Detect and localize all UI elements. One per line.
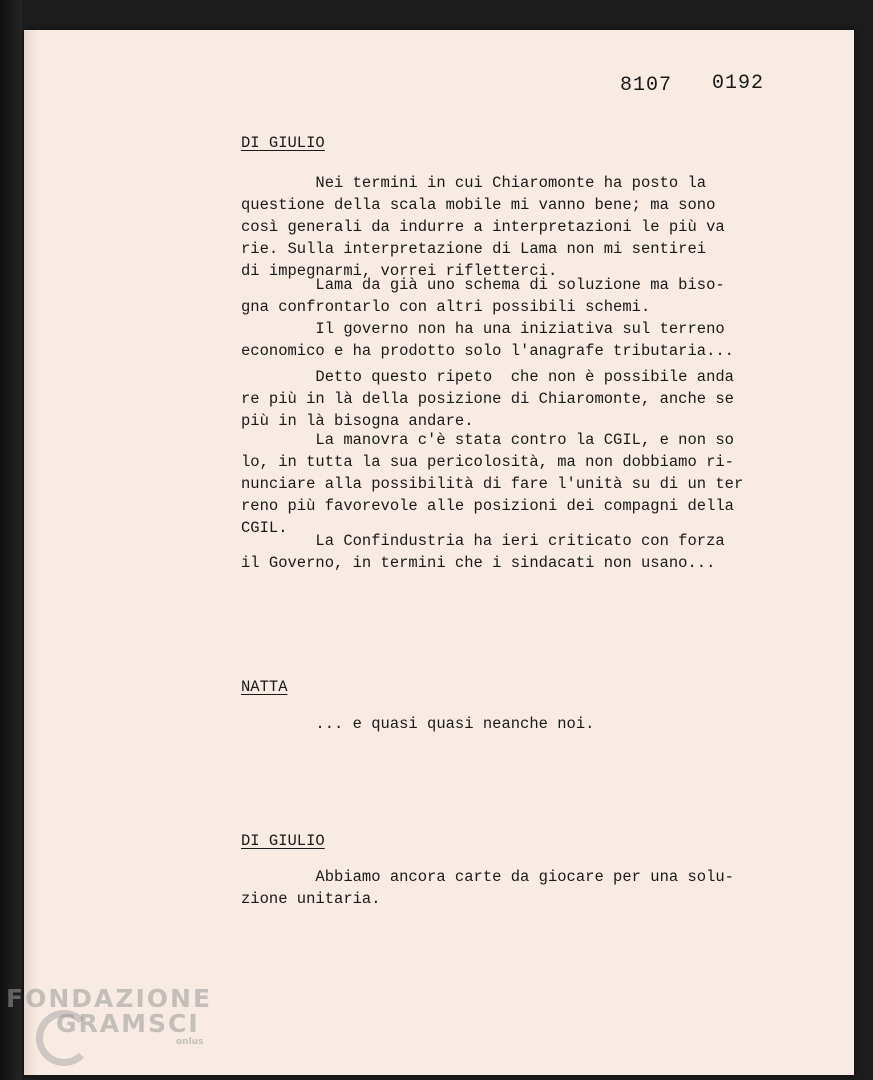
binder-edge [0, 0, 22, 1080]
archive-number-right: 0192 [712, 72, 765, 95]
paragraph: Lama da già uno schema di soluzione ma biso- gna confrontarlo con altri possibili schemi. [241, 276, 725, 316]
paragraph: Abbiamo ancora carte da giocare per una solu- zione unitaria. [241, 868, 734, 908]
speaker-heading: DI GIULIO [241, 832, 325, 850]
paragraph: La manovra c'è stata contro la CGIL, e non so lo, in tutta la sua pericolosità, ma non dobbiamo ri- nunciare alla possibilità di fare l'unità su di un ter reno più favorevole alle posizioni dei compagni della CGIL. [241, 431, 744, 537]
watermark-logo [6, 986, 212, 1047]
page-fold-shadow [24, 30, 38, 1075]
paragraph: ... e quasi quasi neanche noi. [241, 715, 595, 733]
paragraph: La Confindustria ha ieri criticato con forza il Governo, in termini che i sindacati non usano... [241, 532, 725, 572]
watermark-line3: onlus [176, 1037, 204, 1047]
speaker-heading: DI GIULIO [241, 134, 325, 152]
paragraph: Nei termini in cui Chiaromonte ha posto la questione della scala mobile mi vanno bene; ma sono così generali da indurre a interpretazioni le più va rie. Sulla interpretazione di Lama non mi sentirei di impegnarmi, vorrei rifletterci. [241, 174, 725, 280]
speaker-heading: NATTA [241, 678, 288, 696]
paragraph: Detto questo ripeto che non è possibile anda re più in là della posizione di Chiaromonte, anche se più in là bisogna andare. [241, 368, 734, 430]
watermark-line1: FONDAZIONE [6, 984, 213, 1013]
watermark-line2: GRAMSCI [56, 1009, 200, 1038]
paragraph: Il governo non ha una iniziativa sul terreno economico e ha prodotto solo l'anagrafe tributaria... [241, 320, 734, 360]
archive-number-left: 8107 [620, 74, 673, 97]
